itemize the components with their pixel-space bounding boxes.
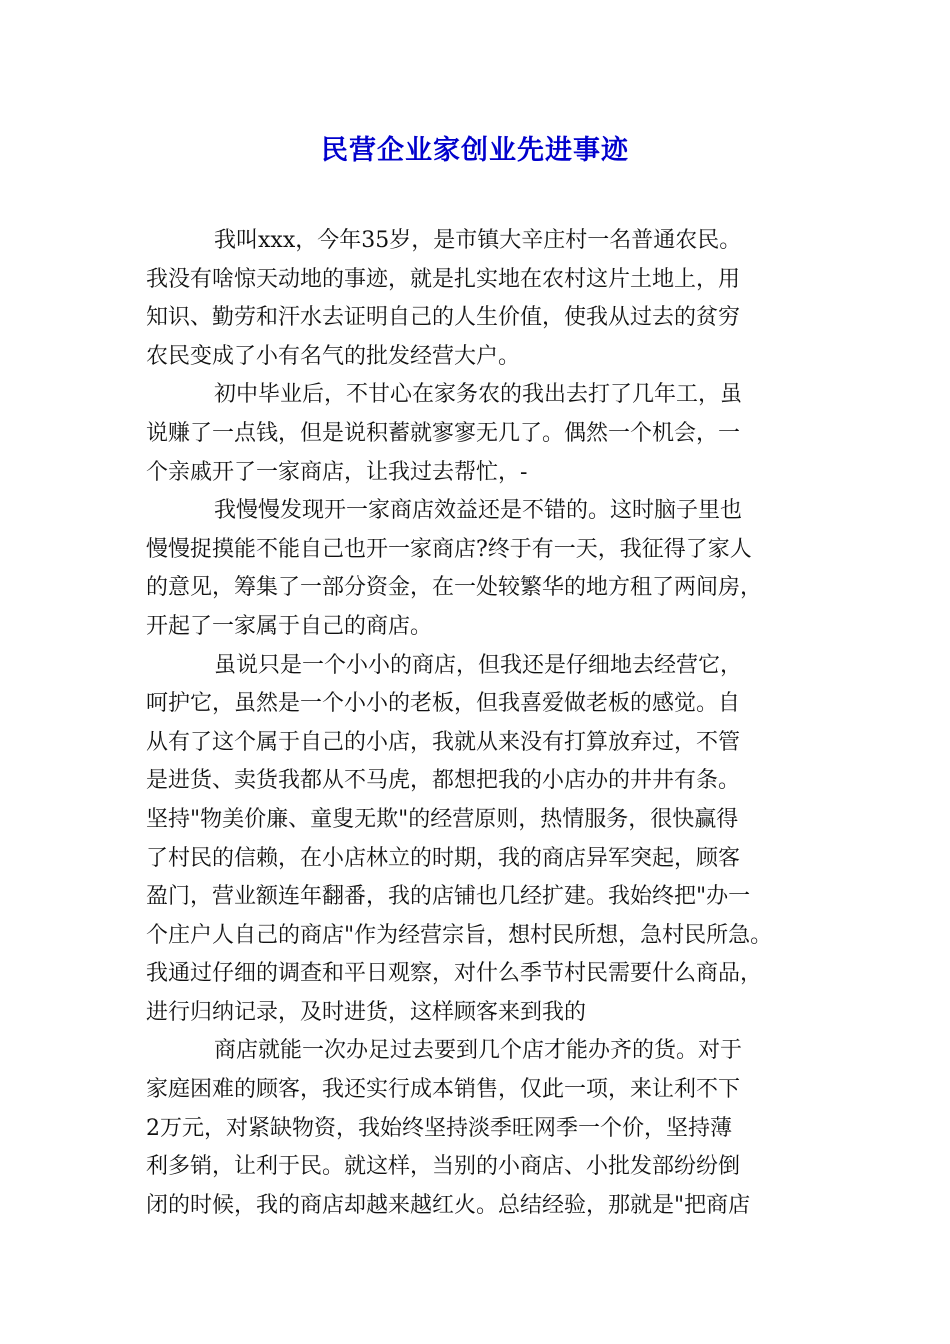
text-line: 进行归纳记录，及时进货，这样顾客来到我的 <box>146 999 587 1025</box>
text-line: 我通过仔细的调查和平日观察，对什么季节村民需要什么商品， <box>146 961 763 987</box>
document-title: 民营企业家创业先进事迹 <box>321 135 629 166</box>
text-line: 个庄户人自己的商店"作为经营宗旨，想村民所想，急村民所急。 <box>146 922 773 948</box>
text-line: 开起了一家属于自己的商店。 <box>146 613 433 639</box>
text-line: 家庭困难的顾客，我还实行成本销售，仅此一项，来让利不下 <box>146 1077 741 1103</box>
text-line: 盈门，营业额连年翻番，我的店铺也几经扩建。我始终把"办一 <box>146 884 751 910</box>
text-line: 商店就能一次办足过去要到几个店才能办齐的货。对于 <box>214 1038 743 1064</box>
text-line: 我叫xxx，今年35岁，是市镇大辛庄村一名普通农民。 <box>214 228 742 253</box>
text-line: 我慢慢发现开一家商店效益还是不错的。这时脑子里也 <box>214 498 743 524</box>
text-line: 的意见，筹集了一部分资金，在一处较繁华的地方租了两间房， <box>146 575 763 601</box>
text-line: 说赚了一点钱，但是说积蓄就寥寥无几了。偶然一个机会，一 <box>146 420 741 446</box>
document-body <box>146 222 826 1225</box>
text-line: 个亲戚开了一家商店，让我过去帮忙，- <box>146 459 528 485</box>
text-line: 农民变成了小有名气的批发经营大户。 <box>146 343 521 369</box>
text-line: 呵护它，虽然是一个小小的老板，但我喜爱做老板的感觉。自 <box>146 691 741 717</box>
text-line: 了村民的信赖，在小店林立的时期，我的商店异军突起，顾客 <box>146 845 741 871</box>
text-line: 2万元，对紧缺物资，我始终坚持淡季旺网季一个价，坚持薄 <box>146 1115 732 1141</box>
text-line: 虽说只是一个小小的商店，但我还是仔细地去经营它， <box>214 652 743 678</box>
text-line: 是进货、卖货我都从不马虎，都想把我的小店办的井井有条。 <box>146 768 741 794</box>
text-line: 我没有啥惊天动地的事迹，就是扎实地在农村这片土地上，用 <box>146 266 741 292</box>
text-line: 利多销，让利于民。就这样，当别的小商店、小批发部纷纷倒 <box>146 1154 741 1180</box>
text-line: 知识、勤劳和汗水去证明自己的人生价值，使我从过去的贫穷 <box>146 305 741 331</box>
text-line: 闭的时候，我的商店却越来越红火。总结经验，那就是"把商店 <box>146 1192 751 1218</box>
text-line: 慢慢捉摸能不能自己也开一家商店?终于有一天，我征得了家人 <box>146 536 752 562</box>
text-line: 初中毕业后，不甘心在家务农的我出去打了几年工，虽 <box>214 382 743 408</box>
text-line: 从有了这个属于自己的小店，我就从来没有打算放弃过，不管 <box>146 729 741 755</box>
text-line: 坚持"物美价廉、童叟无欺"的经营原则，热情服务，很快赢得 <box>146 806 739 832</box>
